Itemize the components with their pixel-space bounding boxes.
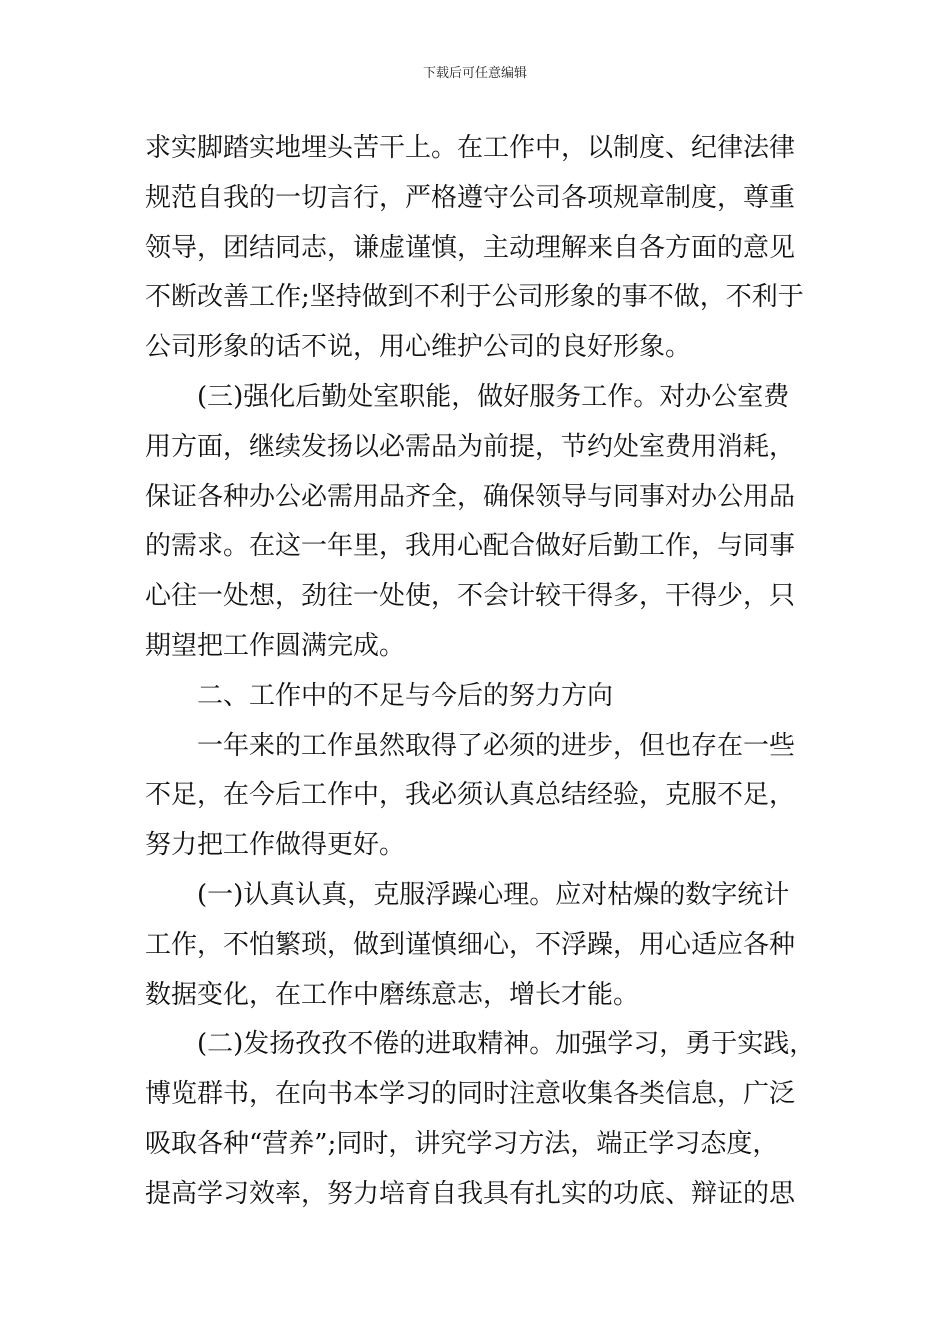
- section-heading: 二、工作中的不足与今后的努力方向: [197, 680, 614, 711]
- page-header: 下载后可任意编辑: [422, 66, 527, 81]
- text-line: 工作，不怕繁琐，做到谨慎细心，不浮躁，用心适应各种: [145, 929, 796, 960]
- paragraph-start-line: (一)认真认真，克服浮躁心理。应对枯燥的数字统计: [197, 879, 790, 910]
- text-line: 数据变化，在工作中磨练意志，增长才能。: [145, 979, 640, 1010]
- text-line: 不足，在今后工作中，我必须认真总结经验，克服不足，: [145, 780, 796, 811]
- paragraph-start-line: (三)强化后勤处室职能，做好服务工作。对办公室费: [197, 381, 790, 412]
- text-line: 不断改善工作;坚持做到不利于公司形象的事不做，不利于: [145, 282, 804, 313]
- paragraph-start-line: 一年来的工作虽然取得了必须的进步，但也存在一些: [197, 730, 796, 761]
- text-line: 的需求。在这一年里，我用心配合做好后勤工作，与同事: [145, 531, 796, 562]
- text-line: 领导，团结同志，谦虚谨慎，主动理解来自各方面的意见: [145, 232, 796, 263]
- text-line: 心往一处想，劲往一处使，不会计较干得多，干得少，只: [145, 581, 796, 612]
- text-line: 规范自我的一切言行，严格遵守公司各项规章制度，尊重: [145, 182, 796, 213]
- text-line: 求实脚踏实地埋头苦干上。在工作中，以制度、纪律法律: [145, 133, 796, 163]
- text-line: 吸取各种“营养”;同时，讲究学习方法，端正学习态度，: [145, 1128, 779, 1159]
- text-line: 公司形象的话不说，用心维护公司的良好形象。: [145, 332, 692, 363]
- text-line: 博览群书，在向书本学习的同时注意收集各类信息，广泛: [145, 1079, 796, 1110]
- text-line: 努力把工作做得更好。: [145, 830, 406, 861]
- paragraph-start-line: (二)发扬孜孜不倦的进取精神。加强学习，勇于实践，: [197, 1029, 816, 1060]
- text-line: 用方面，继续发扬以必需品为前提，节约处室费用消耗，: [145, 431, 796, 462]
- text-line: 保证各种办公必需用品齐全，确保领导与同事对办公用品: [145, 481, 796, 512]
- document-body: [145, 124, 835, 1220]
- text-line: 提高学习效率，努力培育自我具有扎实的功底、辩证的思: [145, 1178, 796, 1209]
- text-line: 期望把工作圆满完成。: [145, 630, 406, 661]
